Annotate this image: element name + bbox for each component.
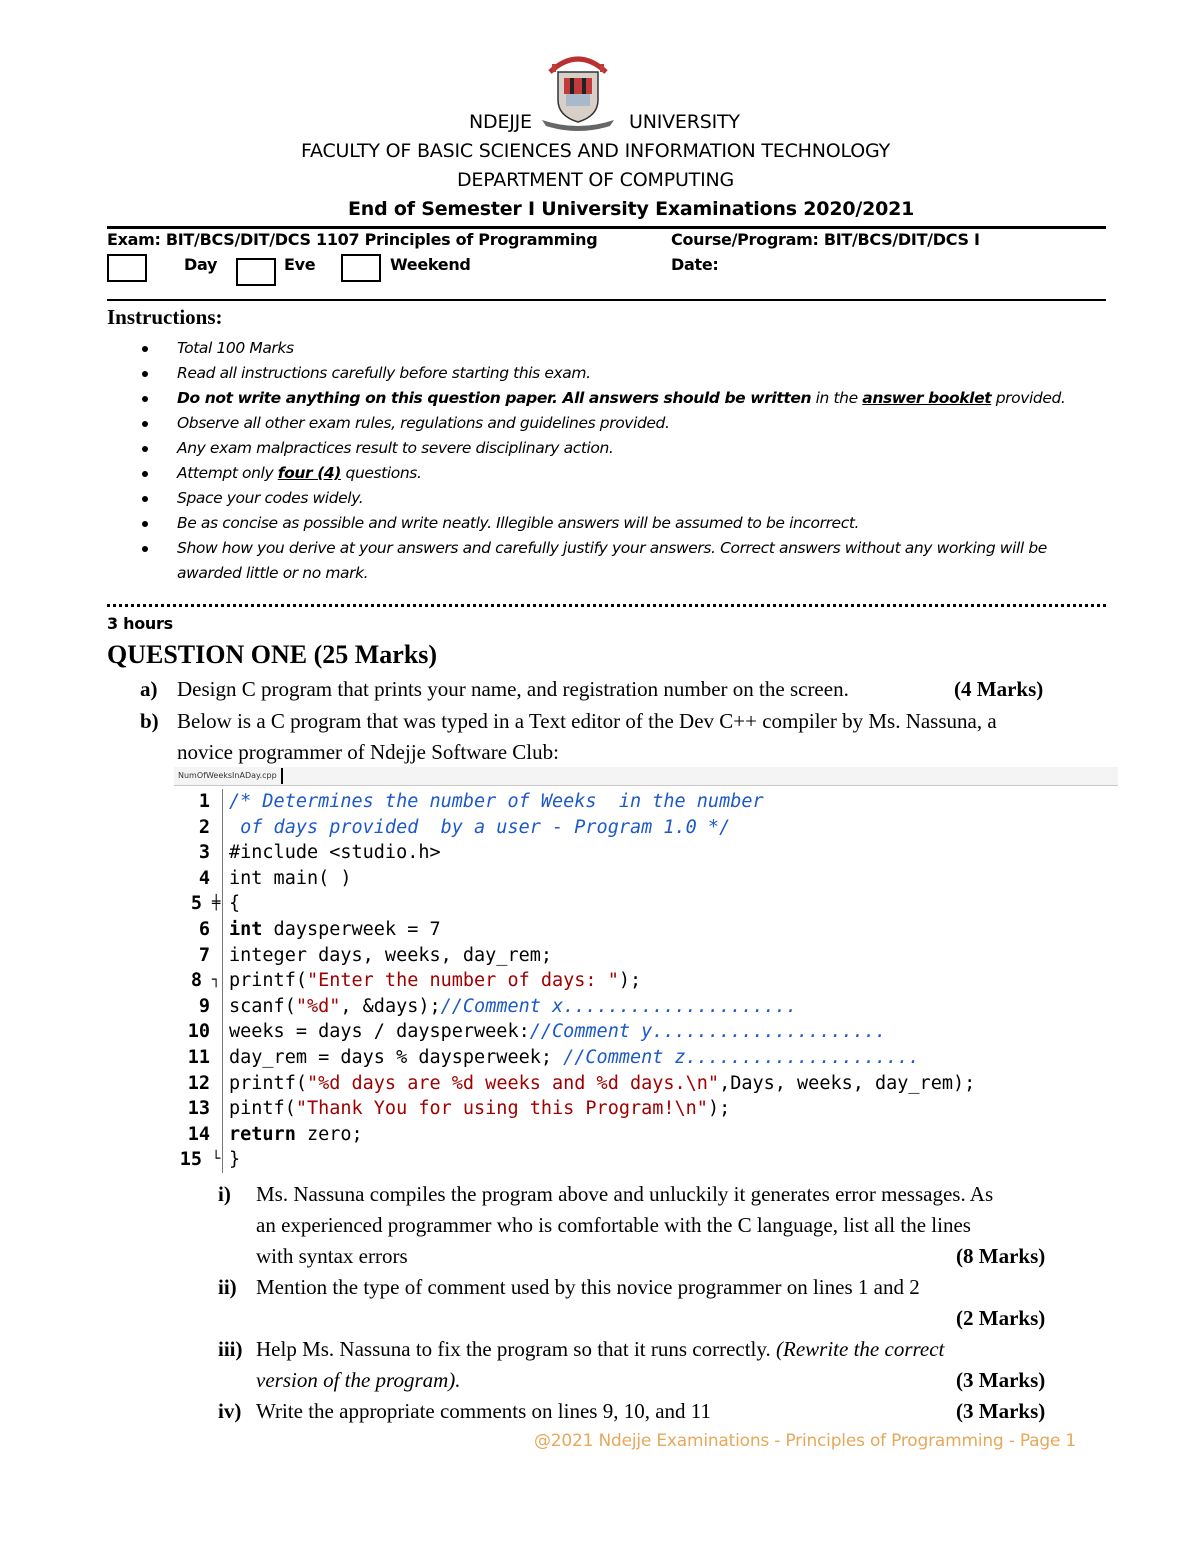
bullet-icon	[142, 421, 148, 427]
bullet-icon	[142, 521, 148, 527]
instruction-item: Observe all other exam rules, regulations and guidelines provided.	[140, 411, 1090, 436]
subquestion-iv-marks: (3 Marks)	[956, 1399, 1046, 1423]
weekend-label: Weekend	[390, 255, 471, 274]
header-rule-top	[107, 226, 1106, 229]
bullet-icon	[142, 371, 148, 377]
department-name: DEPARTMENT OF COMPUTING	[457, 169, 735, 191]
exam-code: Exam: BIT/BCS/DIT/DCS 1107 Principles of Programming	[107, 230, 598, 249]
editor-tab-bar	[174, 767, 1118, 786]
answer-booklet-text: answer booklet	[862, 389, 992, 407]
subquestion-i-text-1: Ms. Nassuna compiles the program above and unluckily it generates error messages. As	[256, 1182, 994, 1206]
question-a-label: a)	[140, 677, 158, 701]
editor-gutter	[222, 789, 223, 1173]
university-name-left: NDEJJE	[469, 111, 532, 133]
bullet-icon	[142, 546, 148, 552]
instruction-item: Total 100 Marks	[140, 336, 1090, 361]
eve-label: Eve	[284, 255, 316, 274]
subquestion-i-text-2: an experienced programmer who is comfortable with the C language, list all the lines	[256, 1213, 971, 1237]
fold-icon[interactable]: ┐	[212, 972, 221, 989]
fold-end-icon: └	[212, 1151, 221, 1168]
instruction-item: Show how you derive at your answers and carefully justify your answers. Correct answers without any working will be awarded little or no mark.	[140, 536, 1090, 586]
faculty-name: FACULTY OF BASIC SCIENCES AND INFORMATION TECHNOLOGY	[301, 140, 890, 162]
subquestion-iii-text-1: Help Ms. Nassuna to fix the program so that it runs correctly. (Rewrite the correct	[256, 1337, 945, 1361]
fold-icon[interactable]: ╪	[212, 895, 221, 912]
weekend-checkbox[interactable]	[341, 254, 381, 282]
exam-title: End of Semester I University Examinations 2020/2021	[348, 198, 915, 220]
question-b-text-1: Below is a C program that was typed in a Text editor of the Dev C++ compiler by Ms. Nassuna, a	[177, 709, 997, 733]
course-program: Course/Program: BIT/BCS/DIT/DCS I	[671, 230, 980, 249]
bullet-icon	[142, 496, 148, 502]
subquestion-i-marks: (8 Marks)	[956, 1244, 1046, 1268]
dotted-divider	[107, 604, 1106, 607]
header-rule-bottom	[107, 299, 1106, 301]
instruction-item: Attempt only four (4) questions.	[140, 461, 1090, 486]
instruction-item: Read all instructions carefully before starting this exam.	[140, 361, 1090, 386]
code-editor: NumOfWeeksInADay.cpp 1 /* Determines the number of Weeks in the number 2 of days provided by a user - Program 1.0 */ 3 #include <studio.h> 4 int main( ) 5 ╪ { 6 int daysperweek = 7 7 integer days, weeks, day_rem; 8 ┐ printf("Enter the number of days: "); 9 scanf("%d", &days);//Comment x..................... 10 weeks = days / daysperweek://Comment y..................... 11 day_rem = days % daysperweek; //Comment z..................... 12 printf("%d days are %d weeks and %d days.\n",Days, weeks, day_rem); 13 pintf("Thank You for using this Program!\n"); 14 return zero; 15 └ }	[174, 767, 1118, 1177]
day-checkbox[interactable]	[107, 254, 147, 282]
subquestion-i: i)	[218, 1182, 231, 1206]
subquestion-ii-marks: (2 Marks)	[956, 1306, 1046, 1330]
instruction-item: Be as concise as possible and write neatly. Illegible answers will be assumed to be incorrect.	[140, 511, 1090, 536]
duration: 3 hours	[107, 614, 173, 633]
instructions-list	[140, 336, 1090, 586]
bullet-icon	[142, 471, 148, 477]
subquestion-iii-marks: (3 Marks)	[956, 1368, 1046, 1392]
question-a-text: Design C program that prints your name, and registration number on the screen.	[177, 677, 849, 701]
bullet-icon	[142, 346, 148, 352]
instructions-title: Instructions:	[107, 305, 223, 329]
subquestion-iv: iv)	[218, 1399, 242, 1423]
university-name-right: UNIVERSITY	[629, 111, 740, 133]
instruction-item: Do not write anything on this question paper. All answers should be written in the answer booklet provided.	[140, 386, 1090, 411]
question-b	[140, 709, 997, 734]
page-footer: @2021 Ndejje Examinations - Principles of Programming - Page 1	[534, 1431, 1077, 1451]
bullet-icon	[142, 446, 148, 452]
question-a-marks: (4 Marks)	[954, 677, 1044, 701]
question-b-label: b)	[140, 709, 159, 733]
question-a	[140, 677, 849, 702]
bullet-icon	[142, 396, 148, 402]
subquestion-iv-text: Write the appropriate comments on lines 9, 10, and 11	[256, 1399, 712, 1423]
university-crest	[536, 48, 620, 132]
question-title: QUESTION ONE (25 Marks)	[107, 640, 438, 669]
date-label: Date:	[671, 255, 719, 274]
question-b-text-2: novice programmer of Ndejje Software Club:	[177, 740, 559, 764]
instruction-item: Any exam malpractices result to severe disciplinary action.	[140, 436, 1090, 461]
subquestion-iii-text-2: version of the program).	[256, 1368, 461, 1392]
subquestion-iii: iii)	[218, 1337, 243, 1361]
editor-tab[interactable]: NumOfWeeksInADay.cpp	[178, 768, 283, 784]
instruction-item: Space your codes widely.	[140, 486, 1090, 511]
subquestion-ii: ii)	[218, 1275, 237, 1299]
subquestion-i-text-3: with syntax errors	[256, 1244, 408, 1268]
subquestion-ii-text: Mention the type of comment used by this novice programmer on lines 1 and 2	[256, 1275, 920, 1299]
day-label: Day	[184, 255, 218, 274]
eve-checkbox[interactable]	[236, 258, 276, 286]
